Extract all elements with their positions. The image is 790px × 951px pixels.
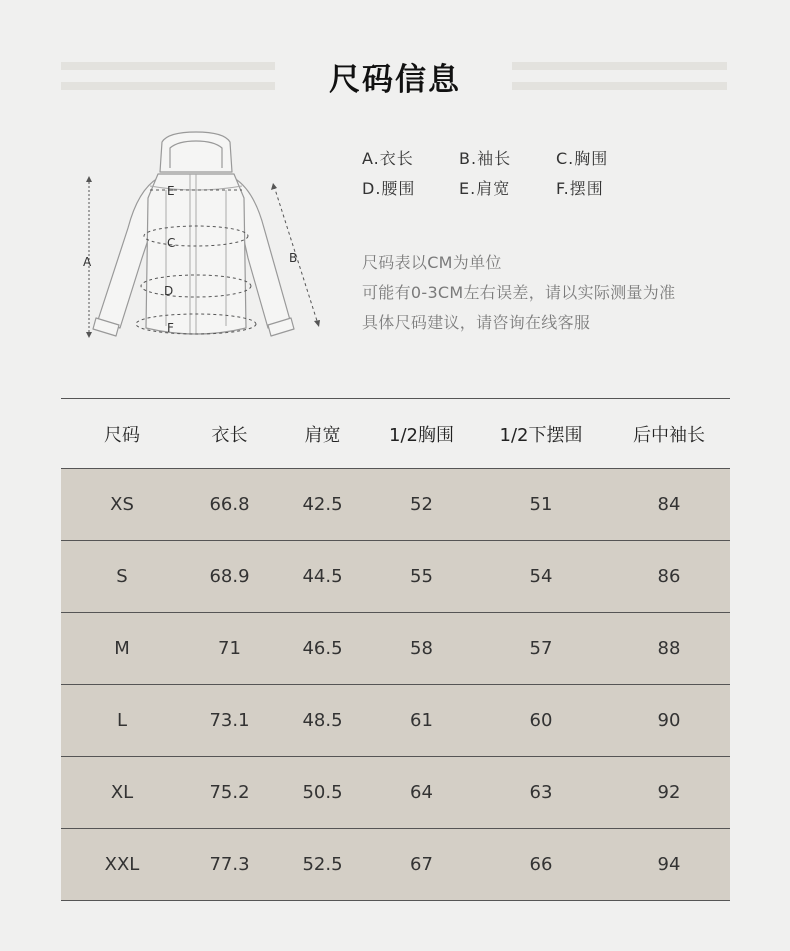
- cell-half-chest: 58: [369, 613, 474, 685]
- table-row: [61, 757, 730, 829]
- cell-half-hem: 51: [474, 469, 608, 541]
- measurement-legend: [362, 146, 742, 206]
- cell-half-chest: 64: [369, 757, 474, 829]
- cell-half-chest: 55: [369, 541, 474, 613]
- measurement-note: [362, 248, 762, 338]
- cell-length: 71: [183, 613, 276, 685]
- cell-half-hem: 57: [474, 613, 608, 685]
- header-length: 衣长: [183, 399, 276, 469]
- cell-sleeve: 86: [608, 541, 730, 613]
- cell-size: L: [61, 685, 183, 757]
- label-d: D: [164, 284, 174, 298]
- cell-shoulder: 50.5: [276, 757, 369, 829]
- cell-half-chest: 52: [369, 469, 474, 541]
- legend-item-e: E.肩宽: [459, 179, 511, 198]
- cell-shoulder: 44.5: [276, 541, 369, 613]
- note-line-advice: 具体尺码建议，请咨询在线客服: [362, 313, 591, 332]
- label-a: A: [83, 255, 92, 269]
- cell-half-chest: 61: [369, 685, 474, 757]
- table-row: [61, 469, 730, 541]
- header-shoulder: 肩宽: [276, 399, 369, 469]
- note-line-error: 可能有0-3CM左右误差，请以实际测量为准: [362, 283, 676, 302]
- table-row: [61, 541, 730, 613]
- legend-row: [362, 146, 742, 176]
- cell-half-hem: 60: [474, 685, 608, 757]
- header-size: 尺码: [61, 399, 183, 469]
- legend-row: [362, 176, 742, 206]
- cell-sleeve: 90: [608, 685, 730, 757]
- cell-shoulder: 42.5: [276, 469, 369, 541]
- cell-shoulder: 48.5: [276, 685, 369, 757]
- cell-size: M: [61, 613, 183, 685]
- cell-length: 66.8: [183, 469, 276, 541]
- cell-half-hem: 63: [474, 757, 608, 829]
- cell-length: 75.2: [183, 757, 276, 829]
- page-title: 尺码信息: [329, 62, 461, 98]
- legend-item-d: D.腰围: [362, 179, 416, 198]
- jacket-measurement-diagram: [78, 128, 338, 348]
- cell-length: 77.3: [183, 829, 276, 901]
- cell-size: S: [61, 541, 183, 613]
- cell-half-hem: 66: [474, 829, 608, 901]
- cell-sleeve: 94: [608, 829, 730, 901]
- cell-shoulder: 46.5: [276, 613, 369, 685]
- label-b: B: [289, 251, 298, 265]
- cell-half-chest: 67: [369, 829, 474, 901]
- table-row: [61, 613, 730, 685]
- cell-half-hem: 54: [474, 541, 608, 613]
- label-f: F: [167, 321, 174, 335]
- header-half-hem: 1/2下摆围: [474, 399, 608, 469]
- cell-sleeve: 84: [608, 469, 730, 541]
- table-header-row: [61, 399, 730, 469]
- cell-size: XXL: [61, 829, 183, 901]
- legend-item-f: F.摆围: [556, 179, 604, 198]
- header-half-chest: 1/2胸围: [369, 399, 474, 469]
- cell-length: 73.1: [183, 685, 276, 757]
- header-sleeve: 后中袖长: [608, 399, 730, 469]
- size-table: [61, 398, 730, 901]
- legend-item-b: B.袖长: [459, 149, 512, 168]
- legend-item-c: C.胸围: [556, 149, 609, 168]
- table-row: [61, 685, 730, 757]
- title-section: [0, 40, 790, 110]
- cell-sleeve: 92: [608, 757, 730, 829]
- jacket-outline: [93, 132, 294, 336]
- legend-item-a: A.衣长: [362, 149, 414, 168]
- table-row: [61, 829, 730, 901]
- note-line-unit: 尺码表以CM为单位: [362, 253, 502, 272]
- label-c: C: [167, 236, 176, 250]
- label-e: E: [167, 184, 175, 198]
- cell-shoulder: 52.5: [276, 829, 369, 901]
- cell-size: XL: [61, 757, 183, 829]
- cell-sleeve: 88: [608, 613, 730, 685]
- cell-length: 68.9: [183, 541, 276, 613]
- cell-size: XS: [61, 469, 183, 541]
